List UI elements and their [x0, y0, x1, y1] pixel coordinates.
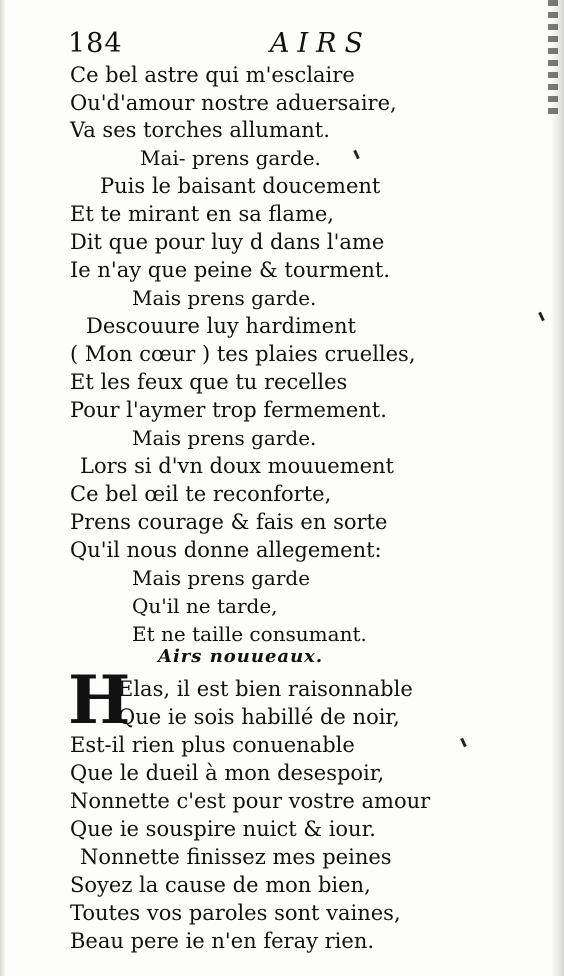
verse-line: Et te mirant en sa flame, — [70, 202, 334, 226]
verse-line: Que ie souspire nuict & iour. — [70, 817, 376, 841]
verse-line: Toutes vos paroles sont vaines, — [70, 901, 401, 925]
verse-line: Nonnette finissez mes peines — [80, 845, 392, 869]
verse-line: Et les feux que tu recelles — [70, 370, 348, 394]
refrain-line: Mai- prens garde. — [140, 146, 321, 170]
verse-line: Dit que pour luy d dans l'ame — [70, 230, 385, 254]
verse-line: Va ses torches allumant. — [70, 118, 330, 142]
verse-line: Ou'd'amour nostre aduersaire, — [70, 91, 397, 115]
verse-line: Nonnette c'est pour vostre amour — [70, 789, 431, 813]
page-edge-shadow — [550, 0, 564, 976]
verse-line: Ie n'ay que peine & tourment. — [70, 258, 391, 282]
page-number: 184 — [68, 28, 123, 59]
verse-line: Beau pere ie n'en feray rien. — [70, 929, 375, 953]
verse-line: Ce bel astre qui m'esclaire — [70, 63, 355, 87]
drop-capital: H — [68, 661, 131, 739]
verse-line: Prens courage & fais en sorte — [70, 510, 388, 534]
refrain-line: Et ne taille consumant. — [132, 622, 367, 646]
verse-line: Que ie sois habillé de noir, — [118, 705, 400, 729]
verse-line: Ce bel œil te reconforte, — [70, 482, 332, 506]
verse-line: Soyez la cause de mon bien, — [70, 873, 371, 897]
page-header — [0, 24, 564, 64]
refrain-line: Mais prens garde. — [132, 426, 317, 450]
verse-line: Lors si d'vn doux mouuement — [80, 454, 394, 478]
verse-line: ( Mon cœur ) tes plaies cruelles, — [70, 342, 416, 366]
verse-line: Est-il rien plus conuenable — [70, 733, 355, 757]
verse-line: Que le dueil à mon desespoir, — [70, 761, 385, 785]
verse-line: Qu'il nous donne allegement: — [70, 538, 382, 562]
verse-line: Pour l'aymer trop fermement. — [70, 398, 387, 422]
page-gutter-shadow — [0, 0, 6, 976]
verse-line: Descouure luy hardiment — [86, 314, 356, 338]
refrain-line: Qu'il ne tarde, — [132, 594, 278, 618]
verse-line: Puis le baisant doucement — [100, 174, 381, 198]
verse-line: Elas, il est bien raisonnable — [118, 677, 413, 701]
running-head: AIRS — [270, 28, 371, 59]
ink-speck — [460, 738, 467, 747]
section-title: Airs nouueaux. — [158, 646, 324, 667]
ink-speck — [538, 312, 545, 321]
refrain-line: Mais prens garde. — [132, 286, 317, 310]
refrain-line: Mais prens garde — [132, 566, 311, 590]
ink-speck — [353, 150, 360, 159]
